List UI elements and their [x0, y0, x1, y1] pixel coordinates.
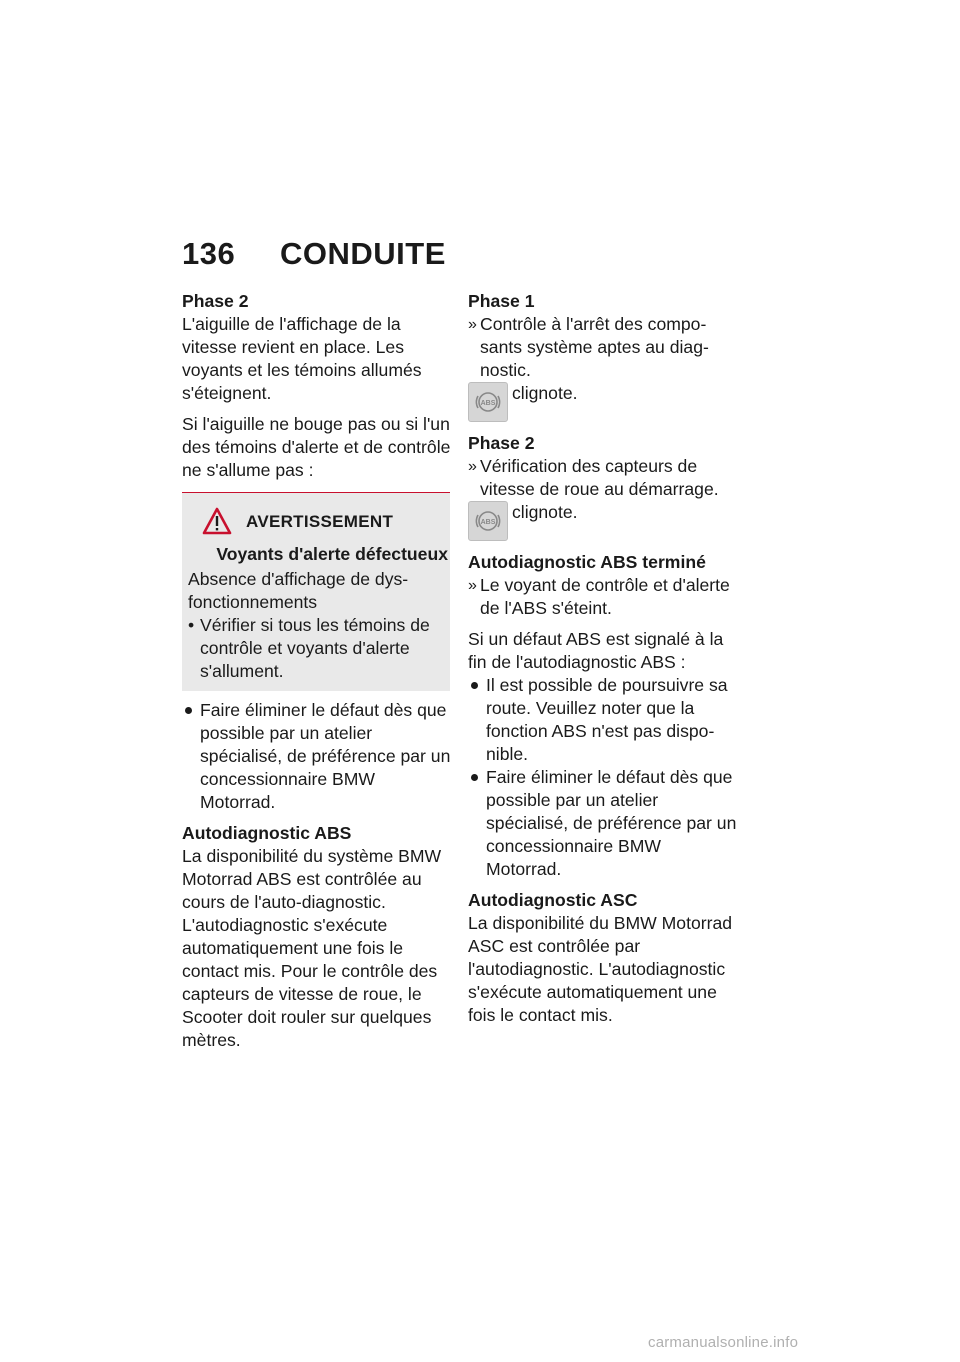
- left-column: [182, 290, 452, 1052]
- warning-subtitle: Voyants d'alerte défectueux: [216, 544, 448, 564]
- phase2-step-text: Vérification des capteurs de vitesse de roue au démarrage.: [480, 456, 719, 499]
- asc-text: La disponibilité du BMW Motorrad ASC est contrôlée par l'autodiagnostic. L'autodiagnostic s'exécute automatiquement une fois le contact mis.: [468, 913, 733, 1025]
- phase2-heading: Phase 2: [182, 291, 249, 311]
- warning-box: [182, 492, 450, 691]
- page-header: [182, 236, 446, 280]
- repair-bullet-text: Faire éliminer le défaut dès que possible par un atelier spécialisé, de préférence par un concessionnaire BMW Motorrad.: [200, 700, 451, 812]
- warning-title: AVERTISSEMENT: [246, 511, 394, 531]
- warning-bullet: [188, 614, 450, 683]
- warning-header: [188, 505, 450, 537]
- phase2-step: [468, 455, 740, 501]
- done-heading: Autodiagnostic ABS terminé: [468, 552, 706, 572]
- phase2-icon-text: clignote.: [512, 502, 578, 522]
- abs-warning-light-icon: [468, 501, 508, 541]
- abs-heading: Autodiagnostic ABS: [182, 823, 352, 843]
- warning-triangle-icon: [202, 507, 232, 535]
- phase1-icon-row: [468, 382, 740, 422]
- phase2-heading-right: Phase 2: [468, 433, 535, 453]
- continue-bullet: [468, 674, 740, 766]
- chapter-title: CONDUITE: [280, 236, 446, 271]
- asc-heading: Autodiagnostic ASC: [468, 890, 638, 910]
- right-column: [468, 290, 740, 1027]
- phase1-icon-text: clignote.: [512, 383, 578, 403]
- warning-text: Absence d'affichage de dys-fonctionnements: [188, 569, 409, 612]
- svg-text:ABS: ABS: [480, 400, 496, 407]
- continue-bullet-text: Il est possible de poursuivre sa route. Veuillez noter que la fonction ABS n'est pas dispo-nible.: [486, 675, 728, 764]
- step-marker: »: [468, 316, 477, 333]
- repair-bullet-right-text: Faire éliminer le défaut dès que possible par un atelier spécialisé, de préférence par un concessionnaire BMW Motorrad.: [486, 767, 737, 879]
- step-marker: »: [468, 577, 477, 594]
- done-step: [468, 574, 740, 620]
- phase2-icon-row: [468, 501, 740, 541]
- phase1-step-text: Contrôle à l'arrêt des compo-sants système aptes au diag-nostic.: [480, 314, 709, 380]
- abs-warning-light-icon: [468, 382, 508, 422]
- watermark: carmanualsonline.info: [648, 1334, 799, 1351]
- repair-bullet: [182, 699, 452, 814]
- fault-text: Si un défaut ABS est signalé à la fin de l'autodiagnostic ABS :: [468, 629, 724, 672]
- warning-bullet-text: Vérifier si tous les témoins de contrôle et voyants d'alerte s'allument.: [200, 615, 430, 681]
- phase2-text: L'aiguille de l'affichage de la vitesse revient en place. Les voyants et les témoins allumés s'éteignent.: [182, 314, 422, 403]
- bullet-marker: •: [188, 615, 195, 635]
- abs-text: La disponibilité du système BMW Motorrad ABS est contrôlée au cours de l'auto-diagnostic. L'autodiagnostic s'exécute automatiquement une fois le contact mis. Pour le contrôle des capteurs de vitesse de roue, le Scooter doit rouler sur quelques mètres.: [182, 846, 442, 1050]
- phase1-heading: Phase 1: [468, 291, 535, 311]
- step-marker: »: [468, 458, 477, 475]
- phase1-step: [468, 313, 740, 382]
- svg-text:ABS: ABS: [480, 519, 496, 526]
- done-step-text: Le voyant de contrôle et d'alerte de l'ABS s'éteint.: [480, 575, 730, 618]
- page-number: 136: [182, 236, 236, 271]
- if-text: Si l'aiguille ne bouge pas ou si l'un des témoins d'alerte et de contrôle ne s'allume pas :: [182, 414, 451, 480]
- repair-bullet-right: [468, 766, 740, 881]
